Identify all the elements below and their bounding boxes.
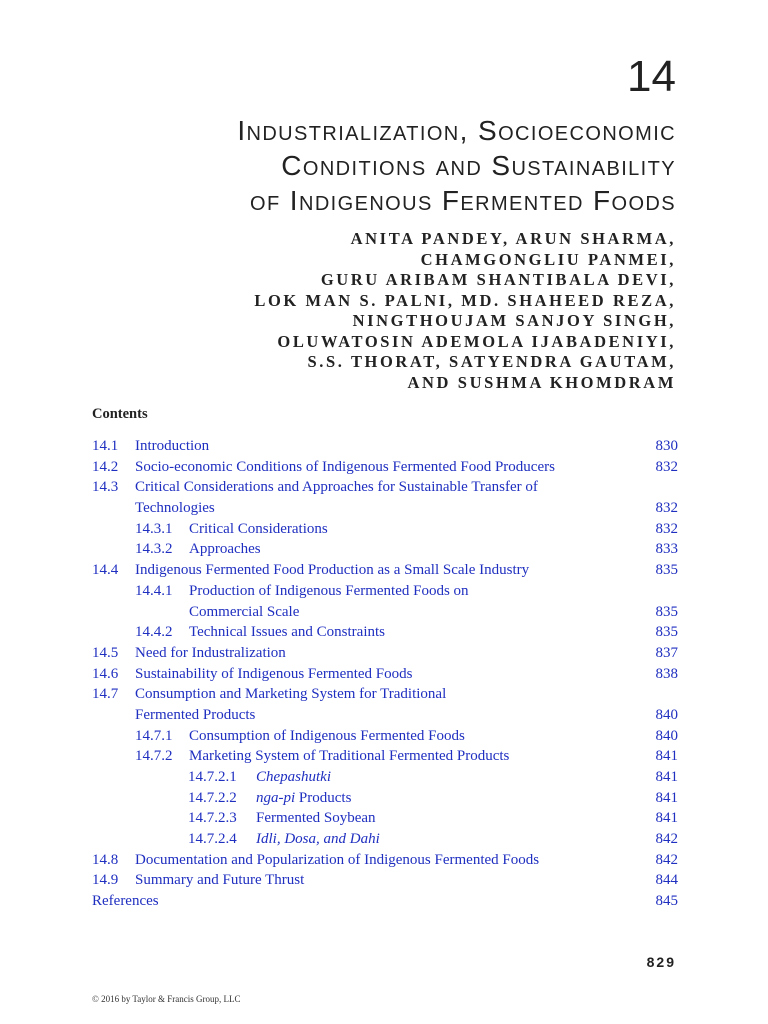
toc-entry-title[interactable] (135, 560, 529, 581)
toc-entry-title[interactable] (92, 891, 159, 912)
toc-entry[interactable] (92, 560, 678, 581)
toc-entry-page[interactable]: 837 (655, 644, 678, 661)
toc-entry-number: 14.3 (92, 479, 119, 496)
toc-entry-title-text: Technologies (135, 500, 215, 517)
toc-entry-number: 14.7.2.2 (188, 789, 237, 806)
toc-entry-title[interactable] (256, 788, 351, 809)
toc-entry-number: 14.7.2.4 (188, 831, 237, 848)
toc-entry-page[interactable]: 832 (655, 520, 678, 537)
author-line: NINGTHOUJAM SANJOY SINGH, (352, 311, 676, 330)
toc-entry-title-suffix: Products (295, 789, 352, 806)
toc-entry[interactable] (92, 602, 678, 623)
toc-entry-title[interactable] (189, 602, 299, 623)
toc-entry-title-text: Chepashutki (256, 769, 331, 785)
toc-entry-page[interactable]: 832 (655, 458, 678, 475)
toc-entry-number: 14.8 (92, 851, 119, 868)
toc-entry-page[interactable]: 842 (655, 831, 678, 848)
author-line: GURU ARIBAM SHANTIBALA DEVI, (320, 270, 676, 289)
toc-entry-number: 14.6 (92, 665, 119, 682)
toc-entry-page[interactable]: 840 (655, 727, 678, 744)
toc-entry-title[interactable] (189, 581, 469, 602)
toc-entry-number: 14.4.1 (135, 582, 173, 599)
toc-entry[interactable] (92, 436, 678, 457)
toc-entry-title-text: Production of Indigenous Fermented Foods on (189, 582, 469, 599)
toc-entry[interactable] (92, 477, 678, 498)
toc-entry-title[interactable] (189, 622, 385, 643)
toc-entry-number: 14.7.2.3 (188, 810, 237, 827)
toc-entry-number: 14.3.2 (135, 541, 173, 558)
toc-entry[interactable] (92, 746, 678, 767)
chapter-title (36, 113, 676, 218)
toc-entry-page[interactable]: 841 (655, 769, 678, 785)
toc-entry-title-text: Fermented Products (135, 706, 256, 723)
toc-entry-title[interactable] (189, 726, 465, 747)
toc-entry[interactable] (92, 870, 678, 891)
author-line: LOK MAN S. PALNI, MD. SHAHEED REZA, (254, 290, 676, 310)
chapter-title-line: Conditions and Sustainability (281, 150, 676, 181)
toc-entry-title-text: Fermented Soybean (256, 810, 376, 827)
toc-entry[interactable] (92, 539, 678, 560)
chapter-title-line: Industrialization, Socioeconomic (237, 115, 676, 146)
toc-entry[interactable] (92, 581, 678, 602)
toc-entry-page[interactable]: 833 (655, 541, 678, 558)
toc-entry-title-text: Socio-economic Conditions of Indigenous Fermented Food Producers (135, 458, 555, 475)
toc-entry-page[interactable]: 838 (655, 665, 678, 682)
toc-entry[interactable] (92, 684, 678, 705)
copyright-notice: © 2016 by Taylor & Francis Group, LLC (92, 994, 241, 1004)
author-line: S.S. THORAT, SATYENDRA GAUTAM, (307, 352, 676, 371)
author-line: OLUWATOSIN ADEMOLA IJABADENIYI, (277, 331, 676, 351)
toc-entry-page[interactable]: 844 (655, 872, 678, 889)
toc-entry-title-text: Sustainability of Indigenous Fermented Foods (135, 665, 413, 682)
toc-entry[interactable] (92, 891, 678, 912)
toc-entry-title[interactable] (189, 519, 328, 540)
chapter-title-line: of Indigenous Fermented Foods (250, 185, 676, 216)
toc-entry-title[interactable] (135, 850, 539, 871)
toc-entry-page[interactable]: 835 (655, 562, 678, 579)
toc-entry[interactable] (92, 767, 678, 788)
toc-entry-title[interactable] (135, 684, 446, 705)
toc-entry-title-text: nga-pi (256, 789, 296, 806)
toc-entry-title[interactable] (189, 746, 509, 767)
contents-heading: Contents (92, 406, 148, 422)
toc-entry[interactable] (92, 808, 678, 829)
toc-entry[interactable] (92, 498, 678, 519)
toc-entry-title-text: Summary and Future Thrust (135, 872, 305, 889)
author-line: CHAMGONGLIU PANMEI, (420, 249, 676, 269)
toc-entry-page[interactable]: 841 (655, 789, 678, 806)
toc-entry-title-text: Consumption and Marketing System for Traditional (135, 686, 447, 703)
toc-entry-title-text: Critical Considerations and Approaches for Sustainable Transfer of (135, 479, 538, 496)
toc-entry-page[interactable]: 845 (655, 893, 678, 910)
chapter-number: 14 (627, 52, 676, 101)
toc-entry-title-text: Critical Considerations (189, 520, 328, 537)
toc-entry-title-text: Commercial Scale (189, 603, 300, 620)
toc-entry-title[interactable] (135, 436, 209, 457)
toc-entry[interactable] (92, 622, 678, 643)
toc-entry-number: 14.7.2.1 (188, 769, 237, 785)
toc-entry-number: 14.9 (92, 872, 119, 889)
toc-entry-title[interactable] (135, 498, 215, 519)
toc-entry-number: 14.7 (92, 686, 119, 703)
toc-entry[interactable] (92, 519, 678, 540)
toc-entry-page[interactable]: 832 (655, 500, 678, 517)
toc-entry-number: 14.1 (92, 438, 119, 454)
toc-entry-title[interactable] (256, 829, 380, 850)
toc-entry-title-text: Introduction (135, 438, 210, 454)
toc-entry[interactable] (92, 705, 678, 726)
toc-entry-number: 14.3.1 (135, 520, 173, 537)
toc-entry[interactable] (92, 643, 678, 664)
toc-entry[interactable] (92, 788, 678, 809)
table-of-contents (92, 436, 678, 912)
page-number: 829 (646, 954, 676, 970)
toc-entry-title-text: Consumption of Indigenous Fermented Foods (189, 727, 465, 744)
toc-entry-title-text: Approaches (189, 541, 261, 558)
toc-entry-page[interactable]: 835 (655, 603, 678, 620)
toc-entry-title-text: Need for Industralization (135, 644, 286, 661)
author-list (76, 229, 676, 393)
toc-entry-number: 14.7.1 (135, 727, 173, 744)
toc-entry-title-text: Technical Issues and Constraints (189, 624, 385, 641)
toc-entry[interactable] (92, 850, 678, 871)
toc-entry-title[interactable] (135, 705, 255, 726)
toc-entry-title[interactable] (256, 808, 376, 829)
toc-entry-title-text: Idli, Dosa, and Dahi (256, 831, 380, 848)
toc-entry-number: 14.5 (92, 644, 119, 661)
toc-entry-number: 14.2 (92, 458, 119, 475)
toc-entry-number: 14.4 (92, 562, 119, 579)
author-line: ANITA PANDEY, ARUN SHARMA, (350, 229, 676, 248)
toc-entry-page[interactable]: 835 (655, 624, 678, 641)
toc-entry[interactable] (92, 664, 678, 685)
author-line: AND SUSHMA KHOMDRAM (407, 372, 676, 392)
toc-entry-title[interactable] (135, 664, 412, 685)
toc-entry-title[interactable] (135, 477, 538, 498)
toc-entry-title-text: Documentation and Popularization of Indigenous Fermented Foods (135, 851, 540, 868)
toc-entry-title-text: Indigenous Fermented Food Production as a Small Scale Industry (135, 562, 530, 579)
toc-entry-page[interactable]: 841 (655, 810, 678, 827)
toc-entry-number: 14.4.2 (135, 624, 173, 641)
toc-entry[interactable] (92, 457, 678, 478)
toc-entry-title[interactable] (135, 457, 555, 478)
toc-entry-number: 14.7.2 (135, 748, 173, 765)
toc-entry[interactable] (92, 726, 678, 747)
toc-entry-title[interactable] (135, 643, 286, 664)
toc-entry-page[interactable]: 840 (655, 706, 678, 723)
toc-entry-title-text: References (92, 893, 159, 910)
toc-entry-title-text: Marketing System of Traditional Fermented Products (189, 748, 510, 765)
toc-entry-title[interactable] (135, 870, 304, 891)
toc-entry-title[interactable] (256, 767, 331, 788)
toc-entry-title[interactable] (189, 539, 261, 560)
toc-entry-page[interactable]: 842 (655, 851, 678, 868)
toc-entry-page[interactable]: 841 (655, 748, 678, 765)
toc-entry[interactable] (92, 829, 678, 850)
toc-entry-page[interactable]: 830 (655, 438, 678, 454)
